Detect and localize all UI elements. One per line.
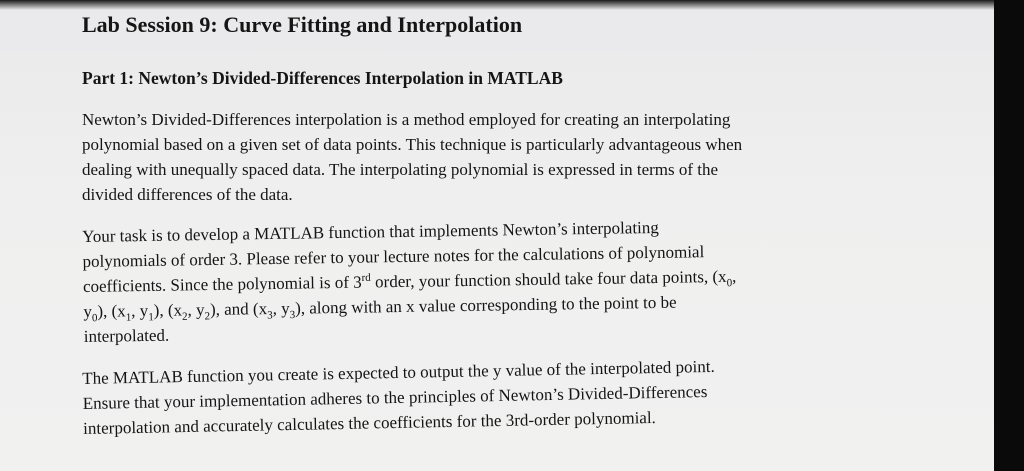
text-span: coefficients. Since the polynomial is of 3: [82, 272, 362, 296]
paragraph-line: The MATLAB function you create is expected to output the y value of the interpolated point.: [82, 356, 715, 388]
paragraph-line: dealing with unequally spaced data. The interpolating polynomial is expressed in terms of the: [82, 160, 719, 179]
section-heading: Part 1: Newton’s Divided-Differences Interpolation in MATLAB: [82, 68, 563, 88]
subscript: 1: [125, 311, 132, 324]
dark-border: [994, 0, 1024, 471]
paragraph-line: interpolation and accurately calculates the coefficients for the 3rd-order polynomial.: [83, 407, 657, 438]
subscript: 2: [182, 310, 188, 323]
subscript: 0: [726, 277, 733, 290]
text-span: , y: [131, 300, 149, 321]
text-span: order, your function should take four data points, (x: [370, 266, 727, 292]
text-span: , y: [187, 300, 205, 320]
subscript: 3: [289, 309, 296, 322]
subscript: 0: [91, 312, 98, 325]
ordinal-superscript: rd: [361, 271, 371, 284]
text-span: ), (x: [153, 300, 183, 320]
subscript: 2: [204, 310, 211, 323]
paragraph-line: interpolated.: [83, 325, 170, 346]
paragraph-line: Ensure that your implementation adheres to the principles of Newton’s Divided-Differences: [82, 382, 708, 413]
text-span: ), and (x: [209, 299, 268, 319]
intro-paragraph: [82, 107, 742, 207]
subscript: 1: [148, 311, 154, 324]
text-span: ), (x: [97, 301, 126, 321]
paragraph-line: divided differences of the data.: [82, 185, 293, 204]
task-paragraph: [82, 214, 737, 349]
paragraph-line: polynomial based on a given set of data points. This technique is particularly advantageous when: [82, 135, 743, 154]
text-span: , y: [272, 298, 290, 319]
paragraph-line: Your task is to develop a MATLAB function that implements Newton’s interpolating: [82, 217, 659, 246]
page-title: Lab Session 9: Curve Fitting and Interpolation: [82, 12, 523, 37]
text-span: ,: [731, 266, 737, 286]
paragraph-line: Newton’s Divided-Differences interpolation is a method employed for creating an interpolating: [82, 110, 731, 129]
text-span: ), along with an x value corresponding to the point to be: [294, 292, 677, 318]
output-paragraph: [82, 354, 716, 441]
top-shadow: [0, 0, 994, 10]
subscript: 3: [267, 309, 273, 322]
text-span: y: [83, 301, 93, 321]
paragraph-line: polynomials of order 3. Please refer to your lecture notes for the calculations of polynomial: [82, 242, 705, 271]
